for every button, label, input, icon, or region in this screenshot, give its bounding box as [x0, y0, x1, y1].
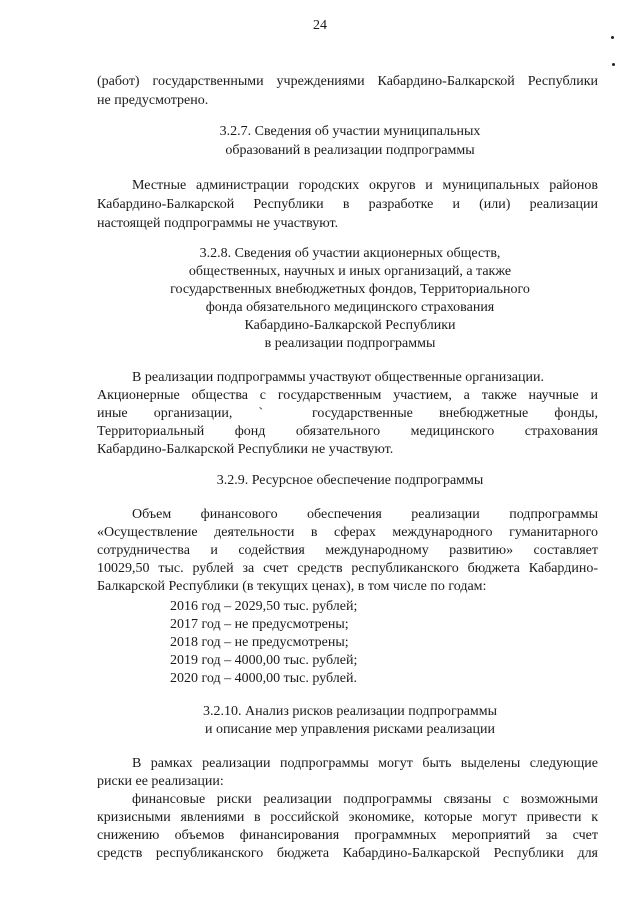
section-heading: и описание мер управления рисками реализации	[205, 722, 495, 737]
text-line: снижению объемов финансирования программных мероприятий за счет	[97, 828, 598, 843]
text-line: Объем финансового обеспечения реализации подпрограммы	[132, 507, 598, 522]
scan-speck	[611, 36, 614, 39]
text-line: 10029,50 тыс. рублей за счет средств республиканского бюджета Кабардино-	[97, 561, 598, 576]
text-line: Местные администрации городских округов и муниципальных районов	[132, 178, 598, 193]
text-line: сотрудничества и содействия международному развитию» составляет	[97, 543, 598, 558]
page-number: 24	[313, 18, 327, 33]
scan-speck	[612, 63, 615, 66]
section-heading: образований в реализации подпрограммы	[225, 143, 475, 158]
text-line: финансовые риски реализации подпрограммы связаны с возможными	[132, 792, 598, 807]
text-line: Территориальный фонд обязательного медицинского страхования	[97, 424, 598, 439]
text-line: (работ) государственными учреждениями Кабардино-Балкарской Республики	[97, 74, 598, 89]
text-line: Кабардино-Балкарской Республики не участвуют.	[97, 442, 394, 457]
year-item: 2019 год – 4000,00 тыс. рублей;	[170, 653, 358, 668]
text-line: настоящей подпрограммы не участвуют.	[97, 216, 339, 231]
text-line: иные организации, ˋ государственные внебюджетные фонды,	[97, 406, 598, 421]
year-item: 2018 год – не предусмотрены;	[170, 635, 349, 650]
section-heading: 3.2.9. Ресурсное обеспечение подпрограммы	[216, 473, 484, 488]
section-heading: фонда обязательного медицинского страхования	[205, 300, 495, 315]
text-line: риски ее реализации:	[97, 774, 224, 789]
section-heading: общественных, научных и иных организаций, а также	[188, 264, 512, 279]
section-heading: 3.2.7. Сведения об участии муниципальных	[219, 124, 481, 139]
text-line: Акционерные общества с государственным участием, а также научные и	[97, 388, 598, 403]
section-heading: 3.2.10. Анализ рисков реализации подпрограммы	[202, 704, 498, 719]
section-heading: Кабардино-Балкарской Республики	[244, 318, 456, 333]
section-heading: 3.2.8. Сведения об участии акционерных обществ,	[199, 246, 501, 261]
text-line: кризисными явлениями в российской экономике, которые могут привести к	[97, 810, 598, 825]
section-heading: в реализации подпрограммы	[264, 336, 436, 351]
text-line: не предусмотрено.	[97, 93, 209, 108]
year-item: 2017 год – не предусмотрены;	[170, 617, 349, 632]
text-line: Кабардино-Балкарской Республики в разработке и (или) реализации	[97, 197, 598, 212]
text-line: Балкарской Республики (в текущих ценах), в том числе по годам:	[97, 579, 487, 594]
section-heading: государственных внебюджетных фондов, Территориального	[170, 282, 530, 297]
text-line: В рамках реализации подпрограммы могут быть выделены следующие	[132, 756, 598, 771]
text-line: средств республиканского бюджета Кабардино-Балкарской Республики для	[97, 846, 598, 861]
text-line: В реализации подпрограммы участвуют общественные организации.	[132, 370, 544, 385]
text-line: «Осуществление деятельности в сферах международного гуманитарного	[97, 525, 598, 540]
year-item: 2016 год – 2029,50 тыс. рублей;	[170, 599, 358, 614]
year-item: 2020 год – 4000,00 тыс. рублей.	[170, 671, 357, 686]
